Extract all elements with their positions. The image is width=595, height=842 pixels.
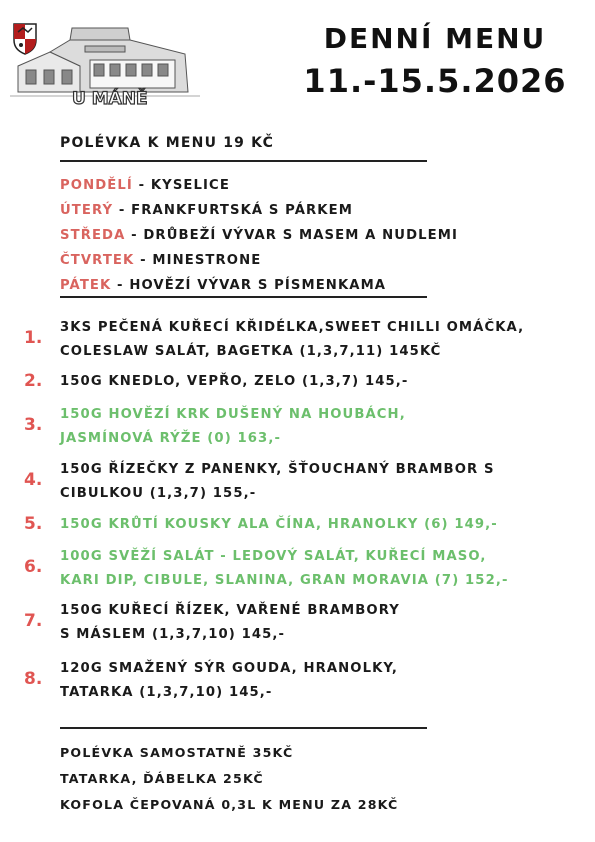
divider xyxy=(60,160,427,162)
footer-line: KOFOLA ČEPOVANÁ 0,3L K MENU ZA 28KČ xyxy=(60,797,399,812)
item-number: 1. xyxy=(24,328,43,348)
soup-row xyxy=(60,176,458,201)
soup-day: ÚTERÝ xyxy=(60,203,114,218)
soup-row xyxy=(60,201,458,226)
item-text-line: JASMÍNOVÁ RÝŽE (0) 163,- xyxy=(60,431,282,446)
item-text-line: 120G SMAŽENÝ SÝR GOUDA, HRANOLKY, xyxy=(60,661,398,676)
item-number: 7. xyxy=(24,611,43,631)
page-title: DENNÍ MENU xyxy=(323,22,547,55)
building-sketch xyxy=(10,28,200,96)
footer-notes xyxy=(60,743,399,821)
coat-of-arms-icon xyxy=(14,24,36,54)
divider xyxy=(60,296,427,298)
soup-separator: - xyxy=(132,178,151,193)
soup-day: STŘEDA xyxy=(60,228,126,243)
soup-separator: - xyxy=(134,253,153,268)
item-text-line: 3KS PEČENÁ KUŘECÍ KŘIDÉLKA,SWEET CHILLI OMÁČKA, xyxy=(60,320,525,335)
item-text-line: S MÁSLEM (1,3,7,10) 145,- xyxy=(60,627,286,642)
soup-separator: - xyxy=(113,203,132,218)
item-number: 4. xyxy=(24,470,43,490)
soup-day: PÁTEK xyxy=(60,278,112,293)
soup-heading: POLÉVKA K MENU 19 KČ xyxy=(60,135,275,151)
item-text-line: TATARKA (1,3,7,10) 145,- xyxy=(60,685,273,700)
item-number: 2. xyxy=(24,371,43,391)
item-text-line: CIBULKOU (1,3,7) 155,- xyxy=(60,486,257,501)
date-range: 11.-15.5.2026 xyxy=(303,62,567,100)
soup-row xyxy=(60,251,458,276)
restaurant-logo xyxy=(10,10,200,106)
item-text-line: 150G KNEDLO, VEPŘO, ZELO (1,3,7) 145,- xyxy=(60,374,409,389)
soup-dish: KYSELICE xyxy=(150,178,230,193)
item-number: 5. xyxy=(24,514,43,534)
soup-dish: FRANKFURTSKÁ S PÁRKEM xyxy=(131,203,353,218)
soup-day: ČTVRTEK xyxy=(60,253,135,268)
soup-day: PONDĚLÍ xyxy=(60,178,133,193)
divider xyxy=(60,727,427,729)
item-text-line: 150G ŘÍZEČKY Z PANENKY, ŠŤOUCHANÝ BRAMBOR S xyxy=(60,462,495,477)
soup-dish: DRŮBEŽÍ VÝVAR S MASEM A NUDLEMI xyxy=(143,228,459,243)
item-text-line: 150G HOVĚZÍ KRK DUŠENÝ NA HOUBÁCH, xyxy=(60,407,406,422)
item-text-line: 150G KUŘECÍ ŘÍZEK, VAŘENÉ BRAMBORY xyxy=(60,603,400,618)
item-number: 6. xyxy=(24,557,43,577)
item-number: 8. xyxy=(24,669,43,689)
soup-list xyxy=(60,176,458,301)
soup-separator: - xyxy=(111,278,130,293)
footer-line: TATARKA, ĎÁBELKA 25KČ xyxy=(60,771,264,786)
logo-text: U MÁNĚ xyxy=(72,89,148,106)
footer-line: POLÉVKA SAMOSTATNĚ 35KČ xyxy=(60,745,294,760)
soup-dish: MINESTRONE xyxy=(152,253,262,268)
item-number: 3. xyxy=(24,415,43,435)
item-text-line: 150G KRŮTÍ KOUSKY ALA ČÍNA, HRANOLKY (6) 149,- xyxy=(60,517,498,532)
soup-row xyxy=(60,226,458,251)
soup-dish: HOVĚZÍ VÝVAR S PÍSMENKAMA xyxy=(129,278,387,293)
soup-separator: - xyxy=(125,228,144,243)
item-text-line: 100G SVĚŽÍ SALÁT - LEDOVÝ SALÁT, KUŘECÍ MASO, xyxy=(60,549,487,564)
item-text-line: COLESLAW SALÁT, BAGETKA (1,3,7,11) 145KČ xyxy=(60,344,442,359)
item-text-line: KARI DIP, CIBULE, SLANINA, GRAN MORAVIA (7) 152,- xyxy=(60,573,509,588)
